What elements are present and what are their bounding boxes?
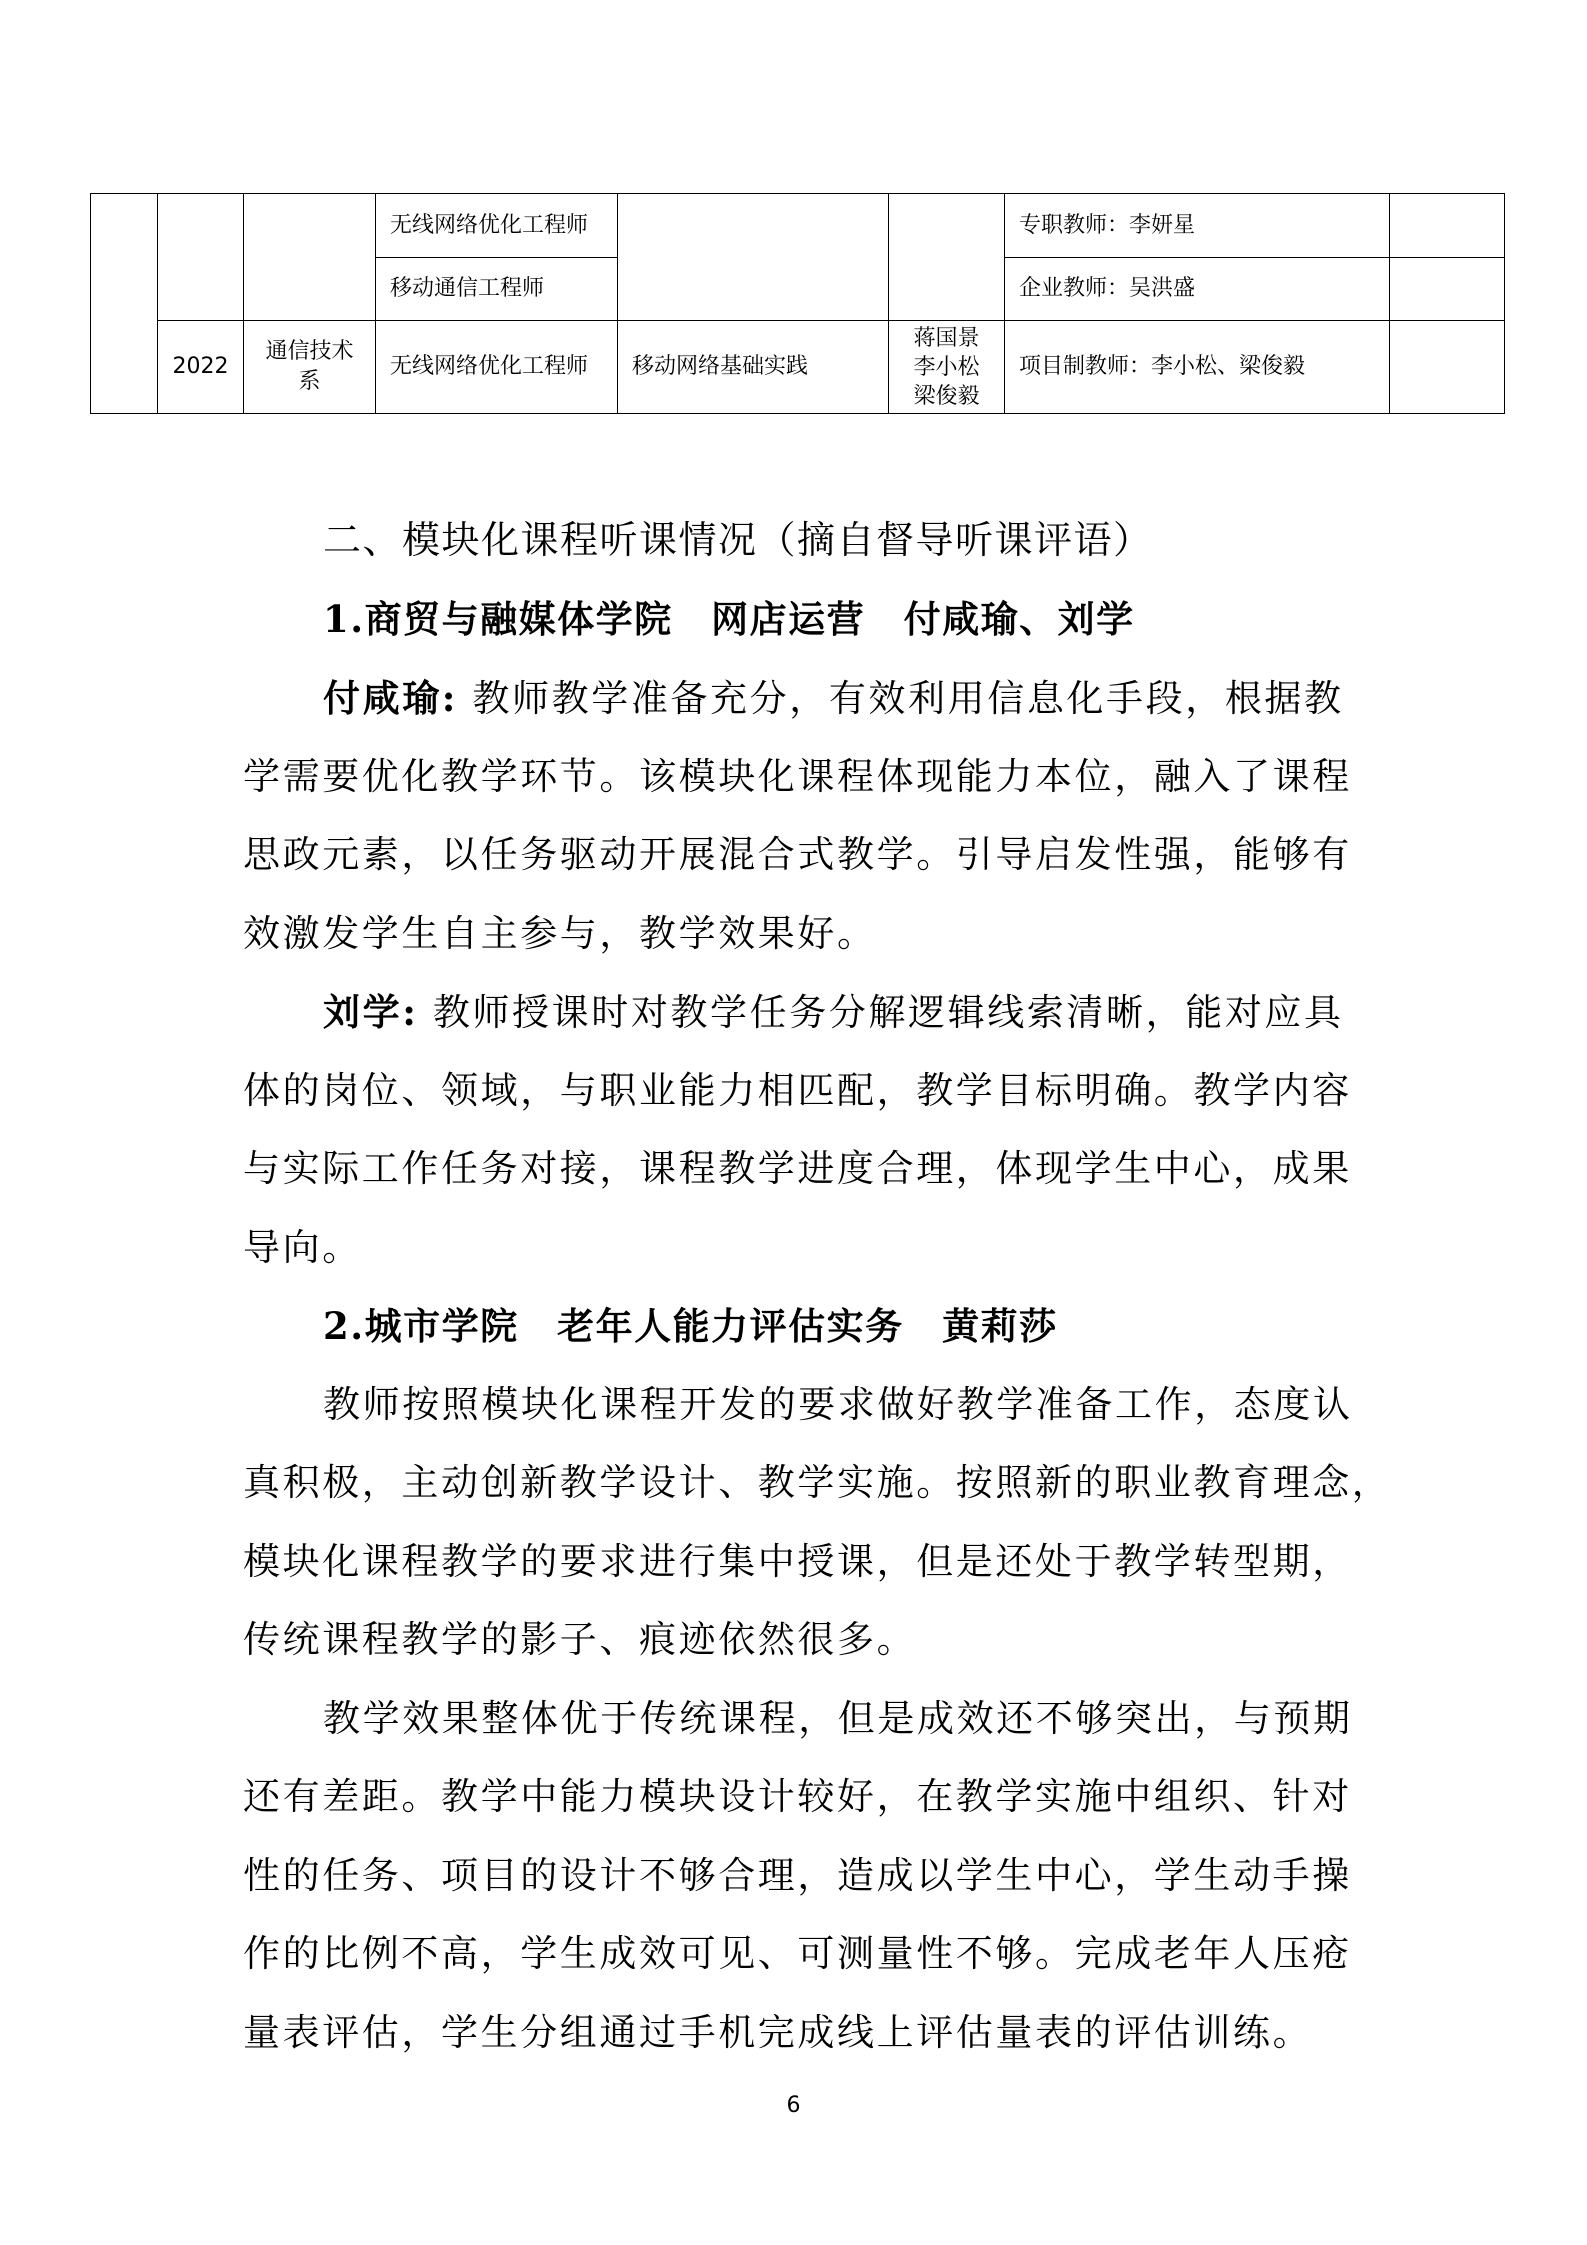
table-cell-course: 移动网络基础实践 (618, 321, 889, 414)
teacher-name: 蒋国景 (913, 325, 980, 351)
table-cell-staff: 专职教师：李妍星 (1005, 194, 1390, 258)
table-cell-empty (91, 194, 158, 414)
review-paragraph-line: 教师按照模块化课程开发的要求做好教学准备工作，态度认 (323, 1383, 1353, 1426)
review-paragraph-line: 学需要优化教学环节。该模块化课程体现能力本位，融入了课程 (243, 755, 1352, 798)
review-paragraph-line: 教学效果整体优于传统课程，但是成效还不够突出，与预期 (323, 1697, 1353, 1740)
table-cell-program: 移动通信工程师 (376, 258, 618, 321)
course-table (90, 193, 1505, 414)
section-heading: 二、模块化课程听课情况（摘自督导听课评语） (323, 518, 1153, 562)
reviewer-name: 刘学: (323, 990, 419, 1034)
review-paragraph-line: 与实际工作任务对接，课程教学进度合理，体现学生中心，成果 (243, 1147, 1352, 1190)
review-paragraph-line: 性的任务、项目的设计不够合理，造成以学生中心，学生动手操 (243, 1854, 1352, 1897)
table-cell-teachers (889, 321, 1005, 414)
review-paragraph-line: 体的岗位、领域，与职业能力相匹配，教学目标明确。教学内容 (243, 1069, 1352, 1112)
teacher-name: 李小松 (913, 354, 980, 380)
review-paragraph-line: 刘学: 教师授课时对教学任务分解逻辑线索清晰，能对应具 (323, 990, 1344, 1034)
review-paragraph-line: 传统课程教学的影子、痕迹依然很多。 (243, 1618, 917, 1661)
item1-heading: 1.商贸与融媒体学院 网店运营 付咸瑜、刘学 (323, 597, 1135, 641)
page-number: 6 (786, 2093, 801, 2118)
item2-heading: 2.城市学院 老年人能力评估实务 黄莉莎 (323, 1304, 1058, 1348)
table-cell-empty (889, 194, 1005, 321)
table-cell-empty (1390, 258, 1505, 321)
table-cell-program: 无线网络优化工程师 (376, 321, 618, 414)
table-cell-empty (1390, 194, 1505, 258)
table-cell-staff: 项目制教师：李小松、梁俊毅 (1005, 321, 1390, 414)
teacher-name: 梁俊毅 (913, 383, 980, 409)
review-paragraph-line: 量表评估，学生分组通过手机完成线上评估量表的评估训练。 (243, 2011, 1313, 2054)
table-row (91, 321, 1505, 414)
review-paragraph-line: 模块化课程教学的要求进行集中授课，但是还处于教学转型期， (243, 1540, 1352, 1583)
table-cell-staff: 企业教师：吴洪盛 (1005, 258, 1390, 321)
table-cell-department: 通信技术系 (244, 321, 376, 414)
review-paragraph-line: 还有差距。教学中能力模块设计较好，在教学实施中组织、针对 (243, 1775, 1352, 1818)
review-paragraph-line: 真积极，主动创新教学设计、教学实施。按照新的职业教育理念， (243, 1461, 1392, 1504)
table-row (91, 194, 1505, 258)
table-cell-empty (158, 194, 244, 321)
reviewer-name: 付咸瑜: (323, 676, 459, 720)
table-cell-empty (618, 194, 889, 321)
table-cell-year: 2022 (158, 321, 244, 414)
table-cell-program: 无线网络优化工程师 (376, 194, 618, 258)
review-paragraph-line: 导向。 (243, 1226, 362, 1269)
review-paragraph-line: 付咸瑜: 教师教学准备充分，有效利用信息化手段，根据教 (323, 676, 1344, 720)
review-paragraph-line: 思政元素，以任务驱动开展混合式教学。引导启发性强，能够有 (243, 833, 1352, 876)
table-cell-empty (1390, 321, 1505, 414)
table-cell-empty (244, 194, 376, 321)
review-paragraph-line: 作的比例不高，学生成效可见、可测量性不够。完成老年人压疮 (243, 1932, 1352, 1975)
review-paragraph-line: 效激发学生自主参与，教学效果好。 (243, 912, 877, 955)
